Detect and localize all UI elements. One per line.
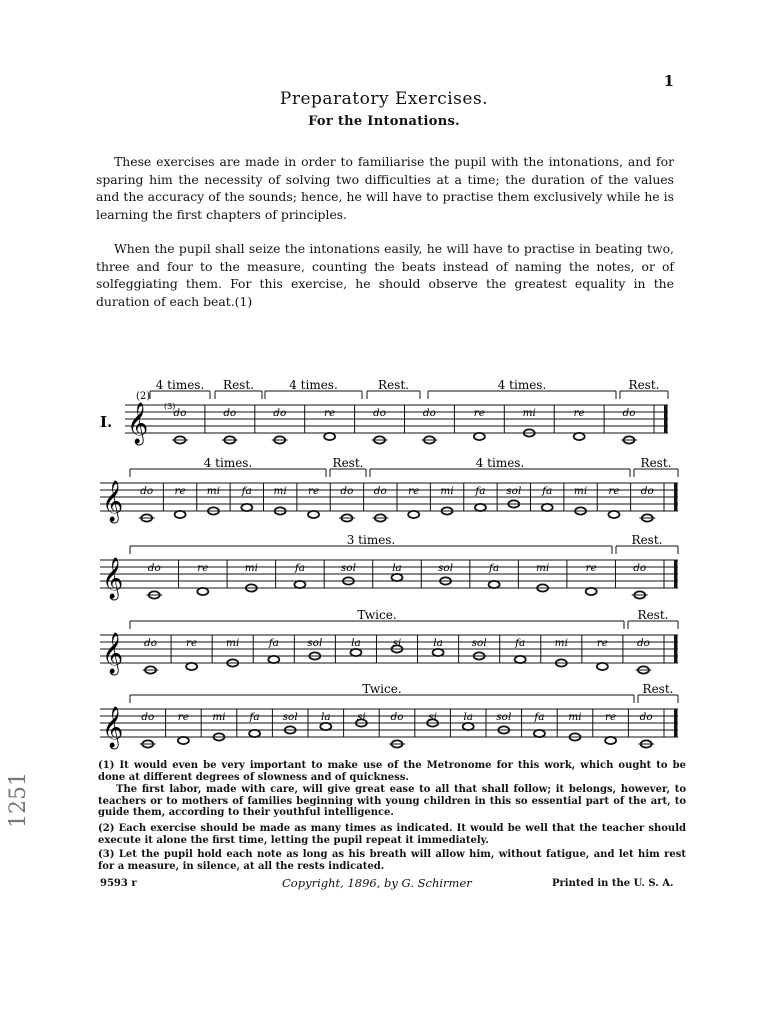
note: [197, 562, 208, 595]
note: [440, 485, 453, 515]
repeat-bracket: [130, 456, 326, 477]
solfege-syllable: do: [141, 711, 155, 723]
note: [433, 637, 444, 656]
note: [174, 485, 185, 518]
solfege-syllable: do: [640, 485, 654, 497]
note: [408, 485, 419, 518]
staff-4: [0, 605, 768, 685]
bracket-label: 4 times.: [289, 378, 338, 392]
solfege-syllable: do: [422, 407, 436, 419]
treble-clef-icon: 𝄞: [102, 633, 124, 674]
note: [463, 711, 474, 730]
bracket-label: Twice.: [362, 682, 402, 696]
solfege-syllable: sol: [496, 711, 512, 723]
copyright-notice: Copyright, 1896, by G. Schirmer: [282, 876, 472, 890]
note: [272, 407, 288, 444]
note: [586, 562, 597, 595]
solfege-syllable: si: [392, 637, 402, 649]
solfege-syllable: mi: [554, 637, 568, 649]
note: [274, 485, 287, 515]
note: [488, 562, 500, 588]
final-barline: [674, 483, 678, 511]
solfege-syllable: re: [324, 407, 336, 419]
solfege-syllable: mi: [522, 407, 536, 419]
solfege-syllable: la: [320, 711, 331, 723]
solfege-syllable: mi: [226, 637, 240, 649]
solfege-syllable: do: [273, 407, 287, 419]
solfege-syllable: sol: [438, 562, 454, 574]
margin-handwriting: 1251: [6, 772, 31, 828]
bracket-label: Rest.: [640, 456, 672, 470]
note: [245, 562, 258, 592]
note: [608, 485, 619, 518]
solfege-syllable: la: [463, 711, 474, 723]
note: [146, 562, 162, 599]
solfege-syllable: do: [622, 407, 636, 419]
solfege-syllable: do: [340, 485, 354, 497]
note: [140, 711, 156, 748]
note: [226, 637, 239, 667]
bracket-label: 3 times.: [346, 533, 396, 547]
solfege-syllable: mi: [568, 711, 582, 723]
solfege-syllable: do: [144, 637, 158, 649]
page-number: 1: [663, 72, 674, 90]
repeat-bracket: [634, 456, 678, 477]
note: [474, 485, 486, 511]
solfege-syllable: re: [596, 637, 609, 649]
plate-number: 9593 r: [100, 878, 137, 889]
bracket-label: Rest.: [223, 378, 254, 392]
note: [186, 637, 197, 670]
note: [427, 711, 438, 727]
note: [372, 485, 388, 522]
bracket-label: 4 times.: [155, 378, 205, 392]
note: [249, 711, 261, 737]
note: [372, 407, 388, 444]
repeat-bracket: [130, 608, 624, 629]
solfege-syllable: sol: [282, 711, 298, 723]
bracket-label: 4 times.: [497, 378, 547, 392]
solfege-syllable: fa: [249, 711, 260, 723]
bracket-label: Rest.: [628, 378, 660, 392]
note: [392, 637, 403, 653]
repeat-bracket: [130, 682, 634, 703]
solfege-syllable: re: [307, 485, 320, 497]
printed-in-notice: Printed in the U. S. A.: [552, 878, 674, 889]
repeat-bracket: [616, 533, 678, 554]
note: [172, 407, 188, 444]
note: [339, 485, 355, 522]
solfege-syllable: re: [174, 485, 186, 497]
note: [294, 562, 306, 588]
note: [207, 485, 220, 515]
note: [389, 711, 405, 748]
final-barline: [664, 405, 668, 433]
note: [474, 407, 485, 440]
solfege-syllable: fa: [515, 637, 526, 649]
repeat-bracket: [330, 456, 366, 477]
note: [241, 485, 253, 511]
repeat-bracket: [150, 378, 210, 399]
treble-clef-icon: 𝄞: [102, 558, 124, 599]
footnote-2: (2) Each exercise should be made as many times as indicated. It would be well that the teacher should execute it alone the first time, letting the pupil repeat it immediately.: [98, 823, 686, 846]
solfege-syllable: do: [140, 485, 154, 497]
bracket-label: Rest.: [637, 608, 669, 622]
note: [635, 637, 651, 674]
repeat-bracket: [628, 608, 678, 629]
note: [320, 711, 331, 730]
solfege-syllable: do: [390, 711, 404, 723]
note: [143, 637, 159, 674]
note: [392, 562, 403, 581]
footnote-mark-2: (2): [136, 391, 151, 402]
solfege-syllable: mi: [212, 711, 226, 723]
note: [574, 407, 585, 440]
footnote-mark-3: (3): [164, 402, 176, 411]
bracket-label: Rest.: [642, 682, 674, 696]
solfege-syllable: do: [173, 407, 187, 419]
solfege-syllable: re: [408, 485, 420, 497]
note: [268, 637, 280, 663]
final-barline: [674, 635, 678, 663]
note: [638, 711, 654, 748]
treble-clef-icon: 𝄞: [102, 707, 124, 748]
solfege-syllable: mi: [535, 562, 550, 574]
bracket-label: 4 times.: [203, 456, 253, 470]
solfege-syllable: fa: [241, 485, 252, 497]
solfege-syllable: re: [608, 485, 620, 497]
solfege-syllable: do: [633, 562, 647, 574]
footnote-3: (3) Let the pupil hold each note as long as his breath will allow him, without fatigue, and let him rest for a measure, in silence, at all the rests indicated.: [98, 849, 686, 872]
bracket-label: Twice.: [357, 608, 397, 622]
solfege-syllable: la: [351, 637, 361, 649]
solfege-syllable: do: [373, 407, 387, 419]
staff-3: [0, 530, 768, 610]
footnote-1-continued: The first labor, made with care, will give great ease to all that shall follow; it belongs, however, to teachers or to mothers of families beginning with young children in this so essential part of the art, to guide them, according to their youthful intelligence.: [98, 784, 686, 819]
note: [541, 485, 553, 511]
final-barline: [674, 709, 678, 737]
note: [178, 711, 189, 744]
final-barline: [674, 560, 678, 588]
solfege-syllable: re: [197, 562, 209, 574]
solfege-syllable: sol: [506, 485, 522, 497]
solfege-syllable: mi: [273, 485, 287, 497]
note: [536, 562, 549, 592]
note: [632, 562, 648, 599]
solfege-syllable: do: [223, 407, 237, 419]
bracket-label: Rest.: [378, 378, 409, 392]
note: [568, 711, 581, 741]
note: [555, 637, 568, 667]
solfege-syllable: fa: [534, 711, 545, 723]
solfege-syllable: sol: [340, 562, 356, 574]
solfege-syllable: si: [428, 711, 437, 723]
note: [212, 711, 225, 741]
intro-paragraph-2: When the pupil shall seize the intonations easily, he will have to practise in beating two, three and four to the measure, counting the beats instead of naming the notes, or of solfeggiating them. For this exercise, he should observe the greatest equality in the duration of each beat.(1): [96, 241, 674, 309]
solfege-syllable: fa: [268, 637, 279, 649]
solfege-syllable: re: [473, 407, 485, 419]
note: [350, 637, 361, 656]
solfege-syllable: sol: [307, 637, 323, 649]
solfege-syllable: re: [604, 711, 617, 723]
bracket-label: Rest.: [631, 533, 663, 547]
solfege-syllable: re: [185, 637, 198, 649]
repeat-bracket: [428, 378, 616, 399]
solfege-syllable: do: [373, 485, 387, 497]
page-title: Preparatory Exercises.: [279, 89, 489, 109]
solfege-syllable: do: [636, 637, 650, 649]
solfege-syllable: re: [585, 562, 597, 574]
note: [139, 485, 155, 522]
solfege-syllable: la: [433, 637, 443, 649]
note: [523, 407, 536, 437]
staff-1: [0, 375, 768, 455]
repeat-bracket: [367, 378, 420, 399]
solfege-syllable: mi: [573, 485, 588, 497]
note: [324, 407, 335, 440]
repeat-bracket: [265, 378, 362, 399]
solfege-syllable: fa: [475, 485, 486, 497]
solfege-syllable: sol: [471, 637, 487, 649]
solfege-syllable: fa: [294, 562, 305, 574]
solfege-syllable: fa: [542, 485, 553, 497]
repeat-bracket: [130, 533, 612, 554]
solfege-syllable: fa: [489, 562, 500, 574]
note: [574, 485, 587, 515]
repeat-bracket: [638, 682, 678, 703]
solfege-syllable: do: [639, 711, 653, 723]
solfege-syllable: mi: [244, 562, 259, 574]
solfege-syllable: si: [357, 711, 366, 723]
solfege-syllable: la: [392, 562, 402, 574]
note: [533, 711, 545, 737]
note: [621, 407, 637, 444]
treble-clef-icon: 𝄞: [127, 403, 149, 444]
exercise-number: I.: [100, 413, 113, 431]
solfege-syllable: mi: [440, 485, 454, 497]
repeat-bracket: [620, 378, 668, 399]
solfege-syllable: mi: [206, 485, 221, 497]
note: [356, 711, 367, 727]
staff-5: [0, 679, 768, 759]
footnote-1: (1) It would even be very important to make use of the Metronome for this work, which ought to be done at different degrees of slowness and of quickness.: [98, 760, 686, 783]
note: [514, 637, 526, 663]
intro-paragraph-1: These exercises are made in order to familiarise the pupil with the intonations, and for sparing him the necessity of solving two difficulties at a time; the duration of the values and the accuracy of the sounds; hence, he will have to practise them exclusively while he is learning the first chapters of principles.: [96, 154, 674, 222]
treble-clef-icon: 𝄞: [102, 481, 124, 522]
note: [605, 711, 616, 744]
note: [222, 407, 238, 444]
repeat-bracket: [215, 378, 262, 399]
solfege-syllable: do: [147, 562, 161, 574]
solfege-syllable: re: [573, 407, 585, 419]
note: [639, 485, 655, 522]
staff-2: [0, 453, 768, 533]
note: [421, 407, 437, 444]
solfege-syllable: re: [177, 711, 190, 723]
note: [308, 485, 319, 518]
bracket-label: Rest.: [332, 456, 364, 470]
page-subtitle: For the Intonations.: [308, 114, 460, 129]
note: [597, 637, 608, 670]
bracket-label: 4 times.: [475, 456, 525, 470]
repeat-bracket: [370, 456, 630, 477]
